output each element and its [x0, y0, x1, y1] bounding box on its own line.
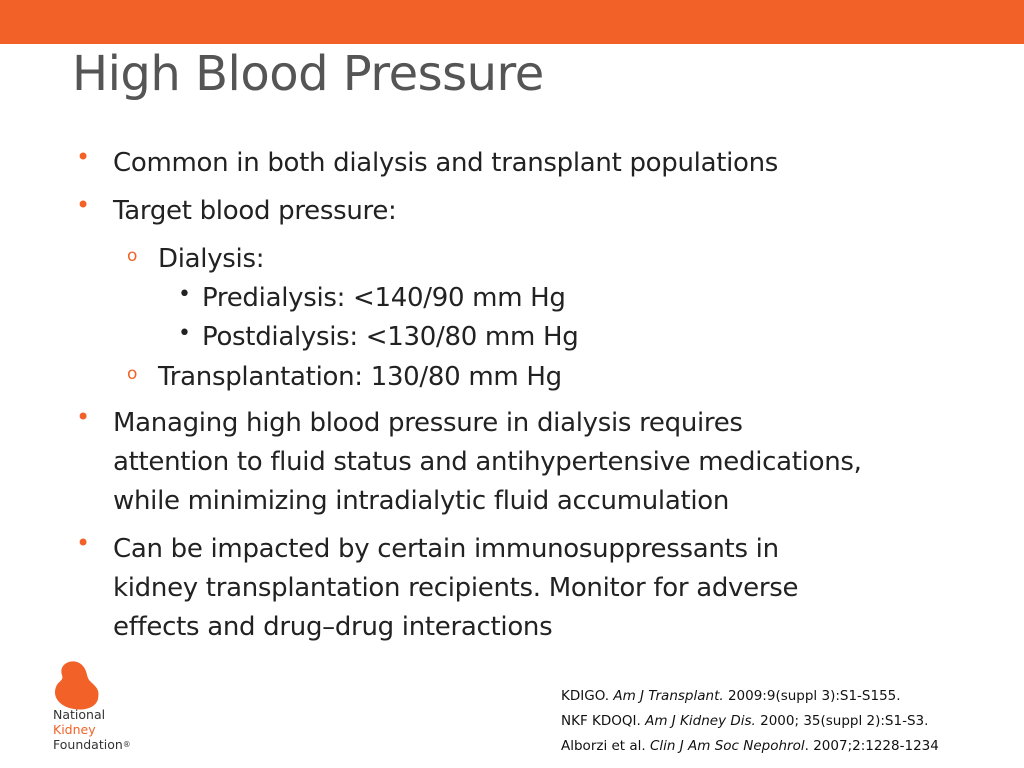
sub-sub-bullet-text: Postdialysis: <130/80 mm Hg: [202, 322, 579, 352]
logo-line-kidney: Kidney: [53, 722, 96, 737]
bullet-text: [113, 404, 862, 521]
slide-title: High Blood Pressure: [72, 46, 544, 102]
logo-text: [53, 707, 131, 752]
reference-3: [561, 734, 939, 759]
reference-2: [561, 709, 939, 734]
reference-citation: . 2007;2:1228-1234: [804, 738, 939, 754]
bullet-text-line: Managing high blood pressure in dialysis requires: [113, 408, 743, 438]
sub-sub-bullet-text: Predialysis: <140/90 mm Hg: [202, 283, 566, 313]
sub-bullet-text: Dialysis:: [158, 244, 265, 274]
sub-bullet-marker: o: [127, 246, 138, 266]
bullet-text-line: attention to fluid status and antihypertensive medications,: [113, 447, 862, 477]
bullet-marker: •: [76, 143, 91, 171]
top-accent-bar: [0, 0, 1024, 44]
sub-sub-bullet-marker: •: [178, 282, 191, 307]
bullet-text-line: kidney transplantation recipients. Monitor for adverse: [113, 573, 799, 603]
references: [561, 684, 939, 759]
logo-foundation-word: Foundation: [53, 737, 123, 752]
bullet-text: [113, 530, 798, 647]
reference-author: KDIGO.: [561, 688, 614, 704]
sub-bullet-marker: o: [127, 364, 138, 384]
logo-line-foundation: [53, 737, 131, 752]
bullet-text-line: effects and drug–drug interactions: [113, 612, 553, 642]
reference-1: [561, 684, 939, 709]
bullet-text-line: while minimizing intradialytic fluid accumulation: [113, 486, 730, 516]
logo-line-national: National: [53, 707, 106, 722]
registered-mark: ®: [122, 740, 131, 749]
reference-journal: Clin J Am Soc Nepohrol: [650, 738, 805, 754]
reference-journal: Am J Transplant.: [613, 688, 724, 704]
reference-citation: 2000; 35(suppl 2):S1-S3.: [755, 713, 929, 729]
bullet-marker: •: [76, 403, 91, 431]
sub-sub-bullet-marker: •: [178, 321, 191, 346]
reference-author: NKF KDOQI.: [561, 713, 646, 729]
reference-journal: Am J Kidney Dis.: [645, 713, 756, 729]
bullet-text: Target blood pressure:: [113, 196, 397, 226]
bullet-marker: •: [76, 191, 91, 219]
bullet-text: Common in both dialysis and transplant populations: [113, 148, 779, 178]
sub-bullet-text: Transplantation: 130/80 mm Hg: [158, 362, 562, 392]
bullet-text-line: Can be impacted by certain immunosuppressants in: [113, 534, 779, 564]
reference-author: Alborzi et al.: [561, 738, 650, 754]
bullet-marker: •: [76, 529, 91, 557]
reference-citation: 2009:9(suppl 3):S1-S155.: [723, 688, 901, 704]
